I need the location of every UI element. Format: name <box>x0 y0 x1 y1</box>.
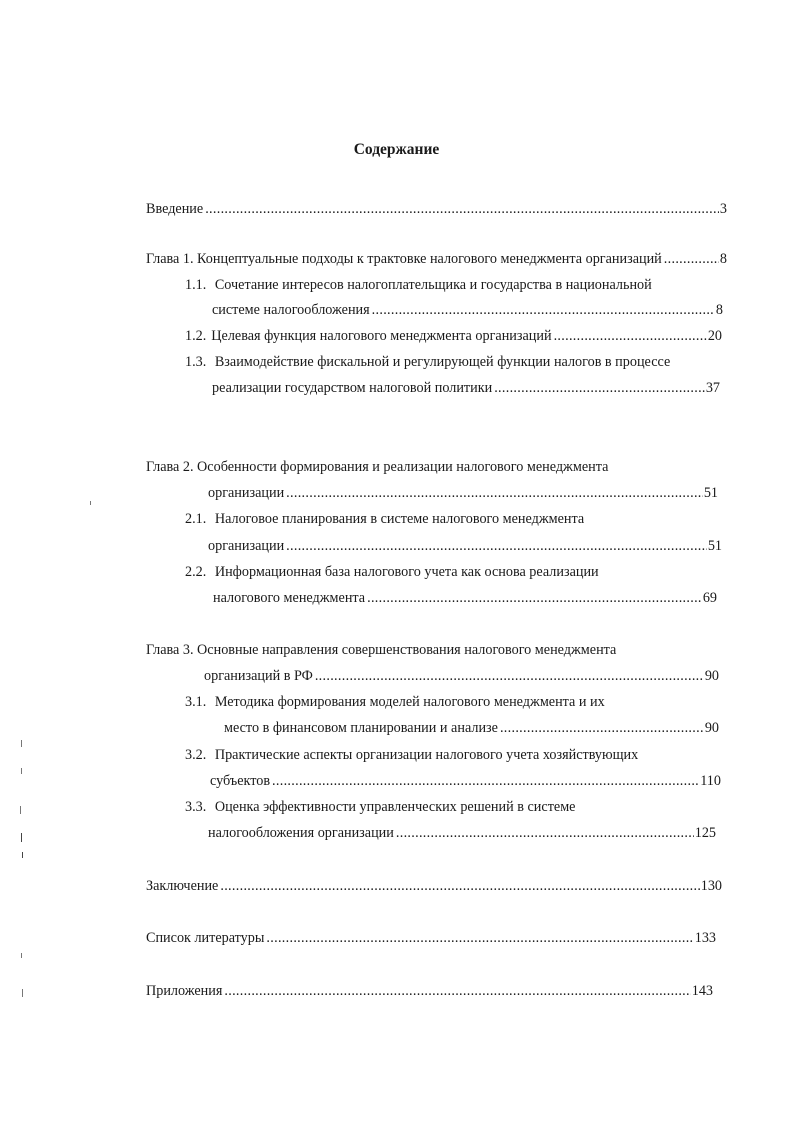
toc-entry-chapter-1[interactable] <box>146 249 727 269</box>
dot-leader <box>286 483 703 503</box>
toc-section-number: 1.2. <box>185 328 207 344</box>
toc-entry-3-2-cont[interactable] <box>210 771 721 791</box>
dot-leader <box>500 718 704 738</box>
toc-entry-1-2[interactable] <box>185 326 722 346</box>
toc-label: Методика формирования моделей налогового менеджмента и их <box>214 694 605 710</box>
toc-label: Целевая функция налогового менеджмента организаций <box>211 328 552 344</box>
dot-leader <box>205 199 719 219</box>
toc-section-number: 3.1. <box>185 694 207 710</box>
dot-leader <box>664 249 719 269</box>
toc-entry-2-2-cont[interactable] <box>213 588 717 608</box>
dot-leader <box>367 588 702 608</box>
toc-entry-references[interactable] <box>146 928 716 948</box>
toc-label: Приложения <box>146 983 223 999</box>
toc-page-number: 37 <box>705 380 720 396</box>
toc-section-number: 1.3. <box>185 354 207 370</box>
toc-entry-2-1-cont[interactable] <box>208 536 722 556</box>
toc-label: Налоговое планирования в системе налогового менеджмента <box>214 511 585 527</box>
toc-page-number: 90 <box>704 720 719 736</box>
toc-entry-1-1[interactable] <box>185 275 652 295</box>
toc-label: Глава 1. Концептуальные подходы к трактовке налогового менеджмента организаций <box>146 251 662 267</box>
toc-entry-intro[interactable] <box>146 199 727 219</box>
toc-section-number: 1.1. <box>185 277 207 293</box>
dot-leader <box>494 378 705 398</box>
toc-label-cont: реализации государством налоговой политики <box>212 380 493 396</box>
toc-page-number: 90 <box>704 668 719 684</box>
scan-speck <box>90 501 91 505</box>
toc-section-number: 3.2. <box>185 747 207 763</box>
toc-page-number: 20 <box>707 328 722 344</box>
page-title: Содержание <box>353 141 440 158</box>
toc-page-number: 51 <box>707 538 722 554</box>
scan-speck <box>20 806 21 814</box>
toc-label-cont: место в финансовом планировании и анализе <box>224 720 498 736</box>
toc-page-number: 3 <box>719 201 727 217</box>
toc-page-number: 8 <box>715 302 723 318</box>
toc-section-number: 2.2. <box>185 564 207 580</box>
toc-entry-2-2[interactable] <box>185 562 599 582</box>
toc-label: Список литературы <box>146 930 265 946</box>
scan-speck <box>22 852 23 858</box>
toc-entry-3-1-cont[interactable] <box>224 718 719 738</box>
dot-leader <box>220 876 699 896</box>
toc-label-cont: субъектов <box>210 773 271 789</box>
dot-leader <box>224 981 690 1001</box>
toc-label-cont: организации <box>208 538 285 554</box>
toc-section-number: 2.1. <box>185 511 207 527</box>
scan-speck <box>21 953 22 958</box>
toc-entry-2-1[interactable] <box>185 509 584 529</box>
toc-page-number: 110 <box>700 773 721 789</box>
toc-label: Глава 2. Особенности формирования и реализации налогового менеджмента <box>146 459 609 475</box>
toc-label: Заключение <box>146 878 219 894</box>
toc-page-number: 69 <box>702 590 717 606</box>
toc-entry-chapter-2[interactable] <box>146 457 608 477</box>
toc-entry-1-1-cont[interactable] <box>212 300 723 320</box>
toc-label: Информационная база налогового учета как основа реализации <box>214 564 599 580</box>
toc-page-number: 51 <box>703 485 718 501</box>
toc-entry-conclusion[interactable] <box>146 876 722 896</box>
toc-section-number: 3.3. <box>185 799 207 815</box>
dot-leader <box>286 536 707 556</box>
dot-leader <box>396 823 694 843</box>
scan-speck <box>21 768 22 774</box>
toc-label: Взаимодействие фискальной и регулирующей функции налогов в процессе <box>214 354 671 370</box>
toc-entry-1-3-cont[interactable] <box>212 378 720 398</box>
toc-page-number: 143 <box>691 983 713 999</box>
toc-label: Глава 3. Основные направления совершенствования налогового менеджмента <box>146 642 617 658</box>
dot-leader <box>372 300 715 320</box>
dot-leader <box>266 928 693 948</box>
toc-entry-appendix[interactable] <box>146 981 713 1001</box>
toc-entry-chapter-3[interactable] <box>146 640 616 660</box>
toc-label-cont: налогового менеджмента <box>213 590 366 606</box>
toc-label: Оценка эффективности управленческих решений в системе <box>214 799 576 815</box>
dot-leader <box>554 326 707 346</box>
toc-label-cont: системе налогообложения <box>212 302 370 318</box>
toc-entry-1-3[interactable] <box>185 352 670 372</box>
toc-label: Практические аспекты организации налогового учета хозяйствующих <box>214 747 639 763</box>
toc-entry-3-1[interactable] <box>185 692 605 712</box>
toc-entry-3-3-cont[interactable] <box>208 823 716 843</box>
dot-leader <box>272 771 699 791</box>
toc-label-cont: организаций в РФ <box>204 668 313 684</box>
toc-entry-chapter-2-cont[interactable] <box>208 483 718 503</box>
toc-label: Введение <box>146 201 204 217</box>
scan-speck <box>22 989 23 997</box>
toc-label-cont: налогообложения организации <box>208 825 394 841</box>
toc-entry-3-2[interactable] <box>185 745 638 765</box>
scan-speck <box>21 833 22 842</box>
toc-page-number: 8 <box>719 251 727 267</box>
scan-speck <box>21 740 22 747</box>
toc-label: Сочетание интересов налогоплательщика и государства в национальной <box>214 277 652 293</box>
toc-label-cont: организации <box>208 485 285 501</box>
toc-page-number: 130 <box>700 878 722 894</box>
toc-page-number: 125 <box>694 825 716 841</box>
toc-entry-chapter-3-cont[interactable] <box>204 666 719 686</box>
toc-entry-3-3[interactable] <box>185 797 575 817</box>
dot-leader <box>315 666 704 686</box>
toc-page-number: 133 <box>694 930 716 946</box>
